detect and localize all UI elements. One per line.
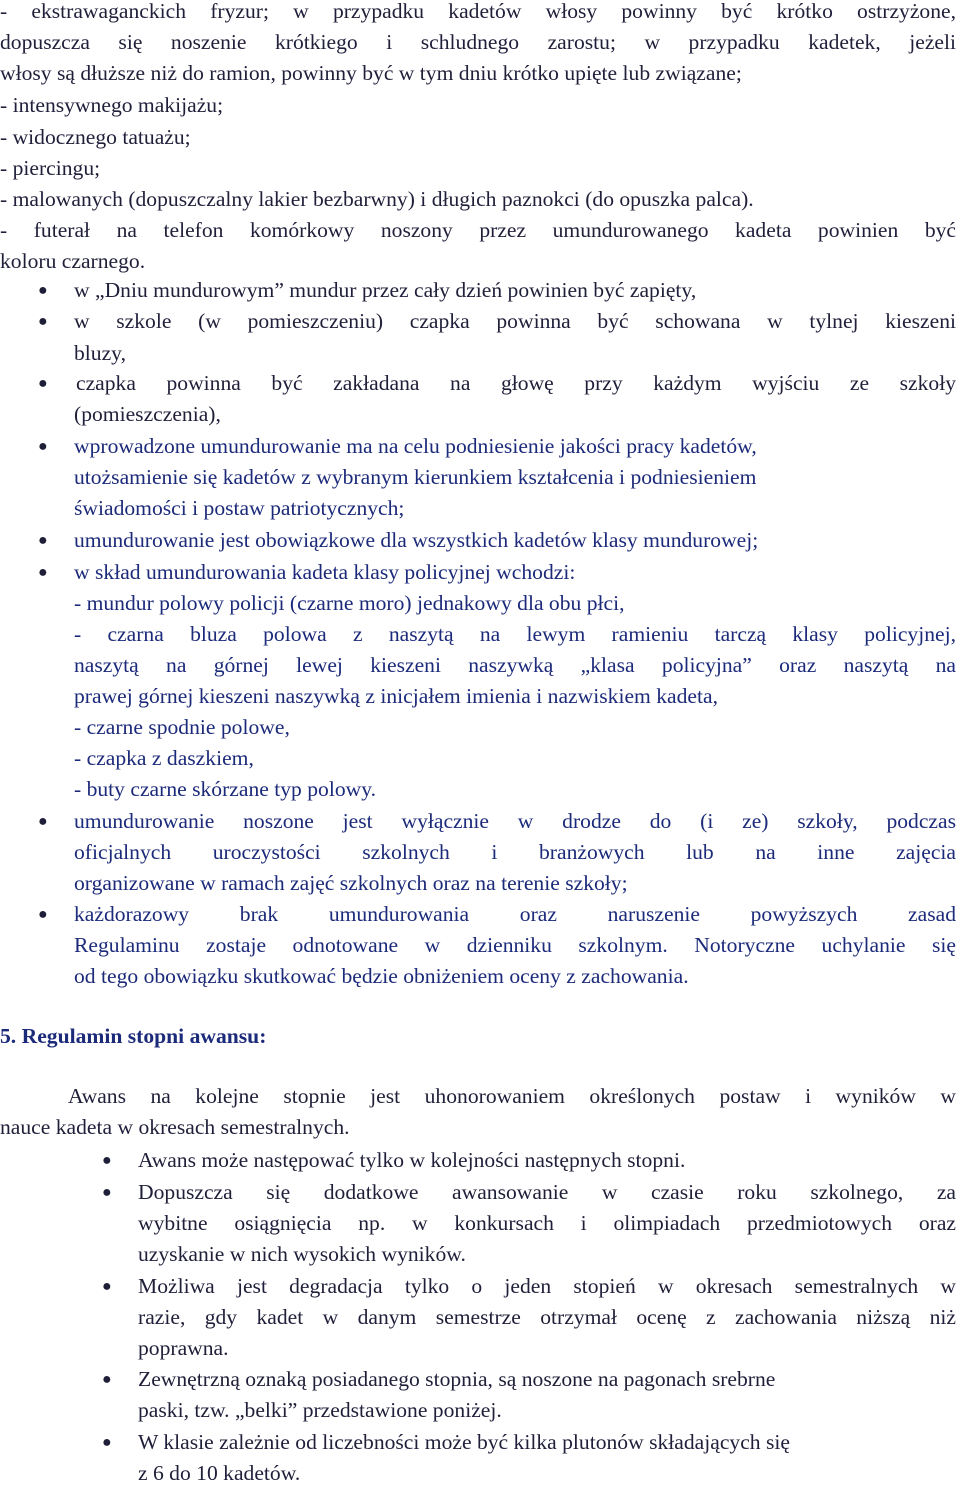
- bullet-icon: ●: [38, 282, 48, 299]
- list-item-continuation: uzyskanie w nich wysokich wyników.: [138, 1242, 466, 1266]
- list-item: w szkole (w pomieszczeniu) czapka powinna być schowana w tylnej kieszeni: [74, 309, 956, 333]
- text-line: koloru czarnego.: [0, 249, 146, 273]
- list-item: Dopuszcza się dodatkowe awansowanie w czasie roku szkolnego, za: [138, 1180, 956, 1204]
- list-item: każdorazowy brak umundurowania oraz naruszenie powyższych zasad: [74, 902, 956, 926]
- section-heading: 5. Regulamin stopni awansu:: [0, 1024, 267, 1048]
- list-item-continuation: (pomieszczenia),: [74, 402, 221, 426]
- list-item: Możliwa jest degradacja tylko o jeden stopień w okresach semestralnych w: [138, 1274, 956, 1298]
- list-item-continuation: z 6 do 10 kadetów.: [138, 1461, 301, 1485]
- list-item-continuation: oficjalnych uroczystości szkolnych i branżowych lub na inne zajęcia: [74, 840, 956, 864]
- list-item-continuation: bluzy,: [74, 341, 126, 365]
- list-item: czapka powinna być zakładana na głowę przy każdym wyjściu ze szkoły: [76, 371, 956, 395]
- list-item-continuation: od tego obowiązku skutkować będzie obniżeniem oceny z zachowania.: [74, 964, 689, 988]
- bullet-icon: ●: [38, 375, 48, 392]
- bullet-icon: ●: [102, 1434, 112, 1451]
- text-line: - futerał na telefon komórkowy noszony przez umundurowanego kadeta powinien być: [0, 218, 956, 242]
- list-item-continuation: poprawna.: [138, 1336, 229, 1360]
- paragraph-line: nauce kadeta w okresach semestralnych.: [0, 1115, 350, 1139]
- list-item-continuation: świadomości i postaw patriotycznych;: [74, 496, 405, 520]
- list-item-continuation: - czarna bluza polowa z naszytą na lewym ramieniu tarczą klasy policyjnej,: [74, 622, 956, 646]
- bullet-icon: ●: [102, 1371, 112, 1388]
- bullet-icon: ●: [38, 438, 48, 455]
- list-item-continuation: razie, gdy kadet w danym semestrze otrzymał ocenę z zachowania niższą niż: [138, 1305, 956, 1329]
- text-line: - ekstrawaganckich fryzur; w przypadku kadetów włosy powinny być krótko ostrzyżone,: [0, 0, 956, 23]
- bullet-icon: ●: [38, 313, 48, 330]
- bullet-icon: ●: [38, 564, 48, 581]
- list-item: wprowadzone umundurowanie ma na celu podniesienie jakości pracy kadetów,: [74, 434, 757, 458]
- list-item-continuation: prawej górnej kieszeni naszywką z inicjałem imienia i nazwiskiem kadeta,: [74, 684, 718, 708]
- list-item-continuation: wybitne osiągnięcia np. w konkursach i olimpiadach przedmiotowych oraz: [138, 1211, 956, 1235]
- text-line: - intensywnego makijażu;: [0, 93, 224, 117]
- text-line: dopuszcza się noszenie krótkiego i schludnego zarostu; w przypadku kadetek, jeżeli: [0, 30, 956, 54]
- list-item-continuation: Regulaminu zostaje odnotowane w dzienniku szkolnym. Notoryczne uchylanie się: [74, 933, 956, 957]
- list-item: umundurowanie jest obowiązkowe dla wszystkich kadetów klasy mundurowej;: [74, 528, 759, 552]
- list-item: Awans może następować tylko w kolejności następnych stopni.: [138, 1148, 686, 1172]
- bullet-icon: ●: [38, 813, 48, 830]
- list-item-continuation: - czapka z daszkiem,: [74, 746, 254, 770]
- list-item: w „Dniu mundurowym” mundur przez cały dzień powinien być zapięty,: [74, 278, 697, 302]
- bullet-icon: ●: [102, 1152, 112, 1169]
- bullet-icon: ●: [38, 906, 48, 923]
- bullet-icon: ●: [102, 1184, 112, 1201]
- text-line: - malowanych (dopuszczalny lakier bezbarwny) i długich paznokci (do opuszka palca).: [0, 187, 754, 211]
- bullet-icon: ●: [38, 532, 48, 549]
- list-item-continuation: organizowane w ramach zajęć szkolnych oraz na terenie szkoły;: [74, 871, 628, 895]
- list-item-continuation: - mundur polowy policji (czarne moro) jednakowy dla obu płci,: [74, 591, 625, 615]
- list-item-continuation: - buty czarne skórzane typ polowy.: [74, 777, 377, 801]
- list-item: W klasie zależnie od liczebności może być kilka plutonów składających się: [138, 1430, 790, 1454]
- text-line: - widocznego tatuażu;: [0, 125, 191, 149]
- paragraph-line: Awans na kolejne stopnie jest uhonorowaniem określonych postaw i wyników w: [68, 1084, 956, 1108]
- list-item-continuation: - czarne spodnie polowe,: [74, 715, 290, 739]
- list-item-continuation: utożsamienie się kadetów z wybranym kierunkiem kształcenia i podniesieniem: [74, 465, 757, 489]
- text-line: - piercingu;: [0, 156, 101, 180]
- list-item: w skład umundurowania kadeta klasy policyjnej wchodzi:: [74, 560, 576, 584]
- list-item: umundurowanie noszone jest wyłącznie w drodze do (i ze) szkoły, podczas: [74, 809, 956, 833]
- text-line: włosy są dłuższe niż do ramion, powinny być w tym dniu krótko upięte lub związane;: [0, 61, 742, 85]
- bullet-icon: ●: [102, 1278, 112, 1295]
- list-item-continuation: paski, tzw. „belki” przedstawione poniżej.: [138, 1398, 502, 1422]
- list-item: Zewnętrzną oznaką posiadanego stopnia, są noszone na pagonach srebrne: [138, 1367, 776, 1391]
- list-item-continuation: naszytą na górnej lewej kieszeni naszywką „klasa policyjna” oraz naszytą na: [74, 653, 956, 677]
